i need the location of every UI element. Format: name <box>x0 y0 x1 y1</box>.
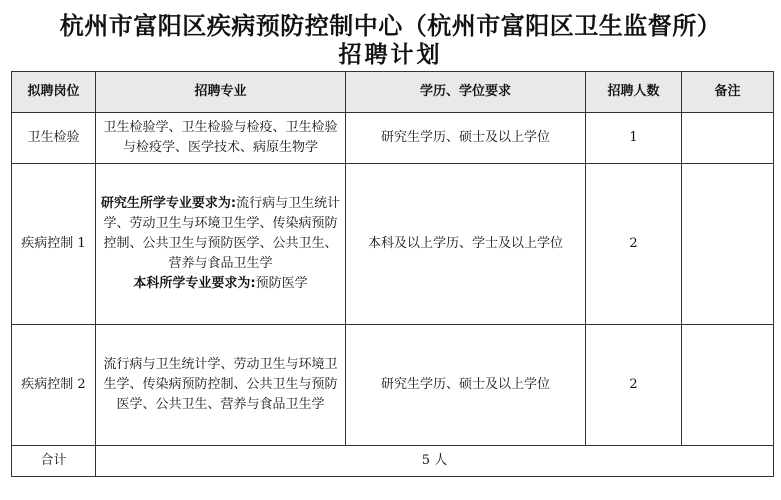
cell-note <box>682 325 774 446</box>
ug-major-text: 预防医学 <box>255 276 308 291</box>
cell-position: 疾病控制 1 <box>12 164 96 325</box>
cell-education: 研究生学历、硕士及以上学位 <box>346 113 586 164</box>
header-count: 招聘人数 <box>586 72 682 113</box>
cell-major <box>96 164 346 325</box>
cell-education: 本科及以上学历、学士及以上学位 <box>346 164 586 325</box>
cell-education: 研究生学历、硕士及以上学位 <box>346 325 586 446</box>
header-major: 招聘专业 <box>96 72 346 113</box>
header-education: 学历、学位要求 <box>346 72 586 113</box>
cell-note <box>682 113 774 164</box>
total-value: 5 人 <box>96 446 774 477</box>
header-position: 拟聘岗位 <box>12 72 96 113</box>
table-header-row <box>12 72 774 113</box>
cell-count: 1 <box>586 113 682 164</box>
total-label: 合计 <box>12 446 96 477</box>
cell-count: 2 <box>586 164 682 325</box>
table-row <box>12 164 774 325</box>
cell-position: 卫生检验 <box>12 113 96 164</box>
cell-note <box>682 164 774 325</box>
table-total-row <box>12 446 774 477</box>
grad-major-text: 流行病与卫生统计学、劳动卫生与环境卫生学、传染病预防控制、公共卫生与预防医学、公共卫生、营养与食品卫生学 <box>103 196 341 271</box>
grad-major-label: 研究生所学专业要求为: <box>100 196 237 211</box>
cell-position: 疾病控制 2 <box>12 325 96 446</box>
document-subtitle: 招聘计划 <box>338 42 443 68</box>
header-note: 备注 <box>682 72 774 113</box>
document-title: 杭州市富阳区疾病预防控制中心（杭州市富阳区卫生监督所） <box>59 12 722 40</box>
cell-major: 流行病与卫生统计学、劳动卫生与环境卫生学、传染病预防控制、公共卫生与预防医学、公共卫生、营养与食品卫生学 <box>96 325 346 446</box>
recruitment-plan-table <box>11 71 774 477</box>
cell-count: 2 <box>586 325 682 446</box>
table-row <box>12 113 774 164</box>
table-row <box>12 325 774 446</box>
cell-major: 卫生检验学、卫生检验与检疫、卫生检验与检疫学、医学技术、病原生物学 <box>96 113 346 164</box>
ug-major-label: 本科所学专业要求为: <box>133 276 256 291</box>
